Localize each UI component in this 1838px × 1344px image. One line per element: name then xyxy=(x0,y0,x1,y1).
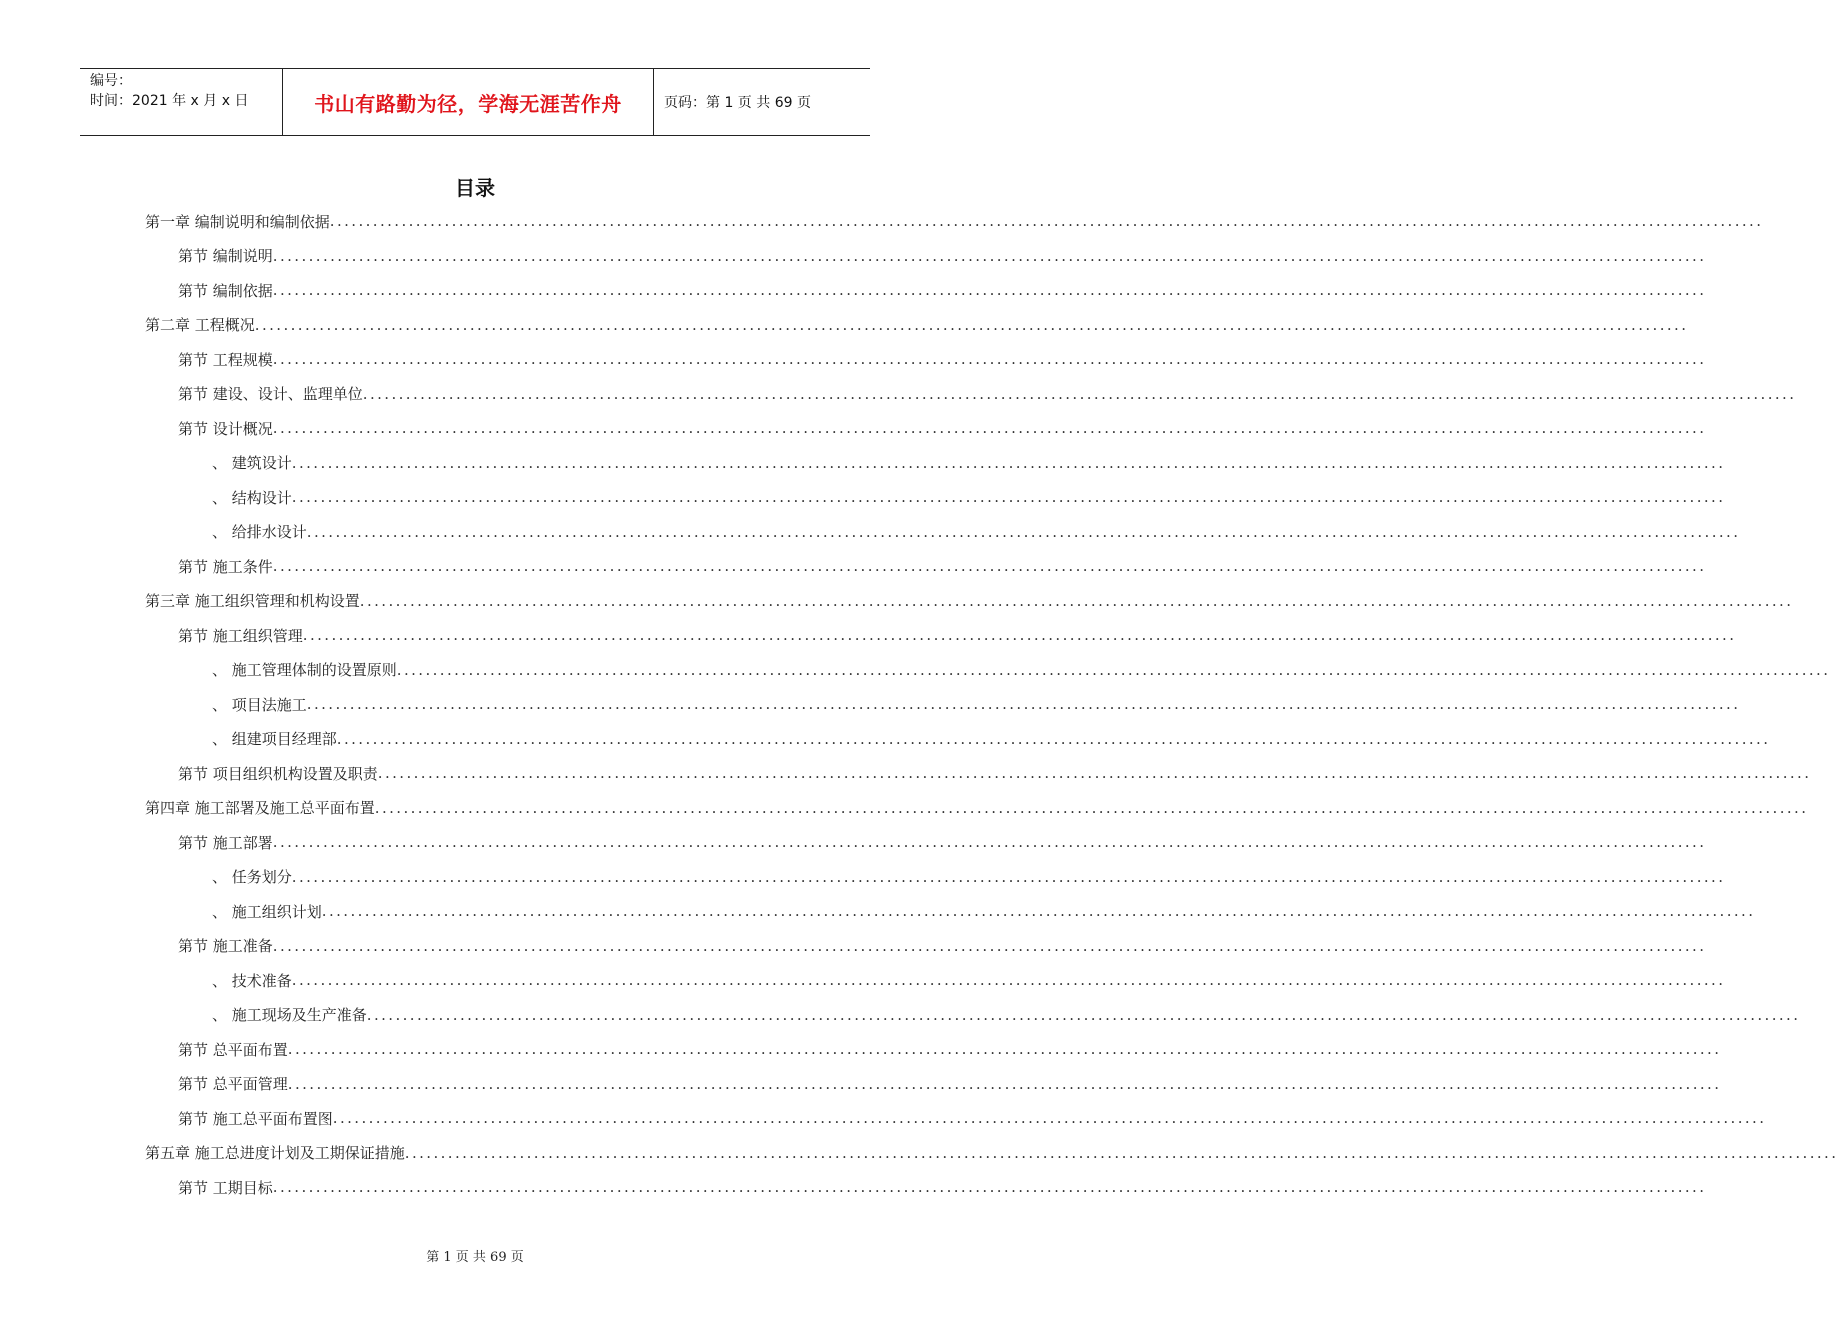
toc-entry[interactable] xyxy=(212,515,1741,549)
toc-entry[interactable] xyxy=(212,963,1726,997)
toc-entry[interactable] xyxy=(212,722,1771,756)
toc-dot-leader: ........................................................................................................................................................................................................ xyxy=(272,1178,1707,1196)
toc-dot-leader: ........................................................................................................................................................................................................ xyxy=(272,246,1707,265)
toc-entry[interactable] xyxy=(178,411,1707,445)
toc-entry-label: 第节 设计概况 xyxy=(178,419,273,438)
document-number-label: 编号： xyxy=(90,73,132,89)
toc-entry-label: 第节 工程规模 xyxy=(178,350,273,369)
toc-dot-leader: ........................................................................................................................................................................................................ xyxy=(332,1109,1767,1127)
toc-dot-leader: ........................................................................................................................................................................................................ xyxy=(287,1040,1722,1058)
toc-dot-leader: ........................................................................................................................................................................................................ xyxy=(404,1143,1838,1162)
toc-entry[interactable] xyxy=(178,1101,1767,1135)
toc-entry[interactable] xyxy=(178,377,1797,411)
toc-entry-label: 第节 施工条件 xyxy=(178,557,273,576)
toc-entry-label: 第四章 施工部署及施工总平面布置 xyxy=(145,799,375,817)
toc-dot-leader: ........................................................................................................................................................................................................ xyxy=(306,522,1741,541)
toc-dot-leader: ........................................................................................................................................................................................................ xyxy=(396,660,1831,679)
toc-entry[interactable] xyxy=(145,1136,1838,1170)
toc-entry-label: 、 组建项目经理部 xyxy=(212,730,337,748)
toc-entry[interactable] xyxy=(212,998,1801,1032)
toc-entry-label: 第节 项目组织机构设置及职责 xyxy=(178,764,378,783)
toc-dot-leader: ........................................................................................................................................................................................................ xyxy=(272,557,1707,575)
toc-dot-leader: ........................................................................................................................................................................................................ xyxy=(291,971,1726,989)
header-page-number: 页码：第 1 页 共 69 页 xyxy=(664,95,811,111)
toc-entry-label: 、 给排水设计 xyxy=(212,523,307,541)
toc-entry[interactable] xyxy=(178,1170,1707,1204)
toc-dot-leader: ........................................................................................................................................................................................................ xyxy=(272,833,1707,851)
toc-entry-label: 、 施工管理体制的设置原则 xyxy=(212,661,397,679)
toc-entry-label: 、 任务划分 xyxy=(212,868,292,886)
toc-entry[interactable] xyxy=(178,239,1707,273)
toc-dot-leader: ........................................................................................................................................................................................................ xyxy=(377,764,1812,782)
toc-dot-leader: ........................................................................................................................................................................................................ xyxy=(272,281,1707,299)
toc-entry[interactable] xyxy=(178,549,1707,583)
toc-entry-label: 第节 建设、设计、监理单位 xyxy=(178,385,363,403)
toc-entry[interactable] xyxy=(212,894,1756,928)
toc-entry[interactable] xyxy=(212,860,1726,894)
toc-entry-label: 第一章 编制说明和编制依据 xyxy=(145,212,330,231)
toc-entry[interactable] xyxy=(178,1032,1722,1066)
toc-entry-label: 、 项目法施工 xyxy=(212,695,307,714)
toc-entry-label: 第节 施工部署 xyxy=(178,833,273,852)
toc-dot-leader: ........................................................................................................................................................................................................ xyxy=(306,695,1741,713)
toc-dot-leader: ........................................................................................................................................................................................................ xyxy=(272,350,1707,368)
toc-dot-leader: ........................................................................................................................................................................................................ xyxy=(291,867,1726,886)
toc-entry-label: 第节 总平面布置 xyxy=(178,1040,288,1059)
document-date-label: 时间：2021 年 x 月 x 日 xyxy=(90,93,249,109)
toc-entry-label: 、 施工现场及生产准备 xyxy=(212,1006,367,1024)
toc-entry[interactable] xyxy=(145,584,1794,618)
toc-entry[interactable] xyxy=(178,825,1707,859)
toc-dot-leader: ........................................................................................................................................................................................................ xyxy=(291,453,1726,472)
toc-dot-leader: ........................................................................................................................................................................................................ xyxy=(302,626,1737,644)
toc-dot-leader: ........................................................................................................................................................................................................ xyxy=(336,729,1771,748)
toc-entry-label: 、 结构设计 xyxy=(212,488,292,507)
toc-entry[interactable] xyxy=(145,308,1689,342)
toc-entry[interactable] xyxy=(145,204,1764,238)
toc-entry[interactable] xyxy=(178,929,1707,963)
toc-entry[interactable] xyxy=(212,446,1726,480)
toc-entry-label: 、 技术准备 xyxy=(212,971,292,990)
toc-title: 目录 xyxy=(455,176,495,200)
toc-entry-label: 第节 工期目标 xyxy=(178,1178,273,1197)
header-meta xyxy=(80,69,282,135)
toc-dot-leader: ........................................................................................................................................................................................................ xyxy=(359,591,1794,610)
toc-entry-label: 第节 总平面管理 xyxy=(178,1075,288,1093)
toc-entry[interactable] xyxy=(178,756,1812,790)
toc-dot-leader: ........................................................................................................................................................................................................ xyxy=(374,798,1809,817)
toc-dot-leader: ........................................................................................................................................................................................................ xyxy=(329,212,1764,230)
toc-dot-leader: ........................................................................................................................................................................................................ xyxy=(366,1005,1801,1024)
toc-entry-label: 第节 施工组织管理 xyxy=(178,626,303,645)
toc-entry[interactable] xyxy=(178,618,1737,652)
toc-entry-label: 第二章 工程概况 xyxy=(145,316,255,334)
toc-dot-leader: ........................................................................................................................................................................................................ xyxy=(321,902,1756,920)
toc-dot-leader: ........................................................................................................................................................................................................ xyxy=(287,1074,1722,1093)
toc-entry[interactable] xyxy=(178,342,1707,376)
toc-dot-leader: ........................................................................................................................................................................................................ xyxy=(272,419,1707,437)
toc-dot-leader: ........................................................................................................................................................................................................ xyxy=(254,315,1689,334)
toc-entry-label: 、 建筑设计 xyxy=(212,454,292,472)
toc-dot-leader: ........................................................................................................................................................................................................ xyxy=(362,384,1797,403)
toc-dot-leader: ........................................................................................................................................................................................................ xyxy=(272,936,1707,955)
page-footer: 第 1 页 共 69 页 xyxy=(426,1250,524,1265)
toc-entry[interactable] xyxy=(178,1067,1722,1101)
toc-entry-label: 第节 编制说明 xyxy=(178,247,273,265)
toc-entry[interactable] xyxy=(145,791,1809,825)
toc-dot-leader: ........................................................................................................................................................................................................ xyxy=(291,488,1726,506)
toc-entry[interactable] xyxy=(178,273,1707,307)
toc-entry-label: 第五章 施工总进度计划及工期保证措施 xyxy=(145,1144,405,1162)
toc-entry-label: 第节 施工总平面布置图 xyxy=(178,1109,333,1128)
toc-entry[interactable] xyxy=(212,480,1726,514)
page-header xyxy=(80,68,870,136)
toc-entry[interactable] xyxy=(212,653,1831,687)
toc-entry-label: 第节 施工准备 xyxy=(178,937,273,955)
toc-entry-label: 第节 编制依据 xyxy=(178,281,273,300)
toc-entry-label: 、 施工组织计划 xyxy=(212,902,322,921)
toc-entry[interactable] xyxy=(212,687,1741,721)
header-motto: 书山有路勤为径，学海无涯苦作舟 xyxy=(282,69,654,135)
toc-entry-label: 第三章 施工组织管理和机构设置 xyxy=(145,592,360,610)
